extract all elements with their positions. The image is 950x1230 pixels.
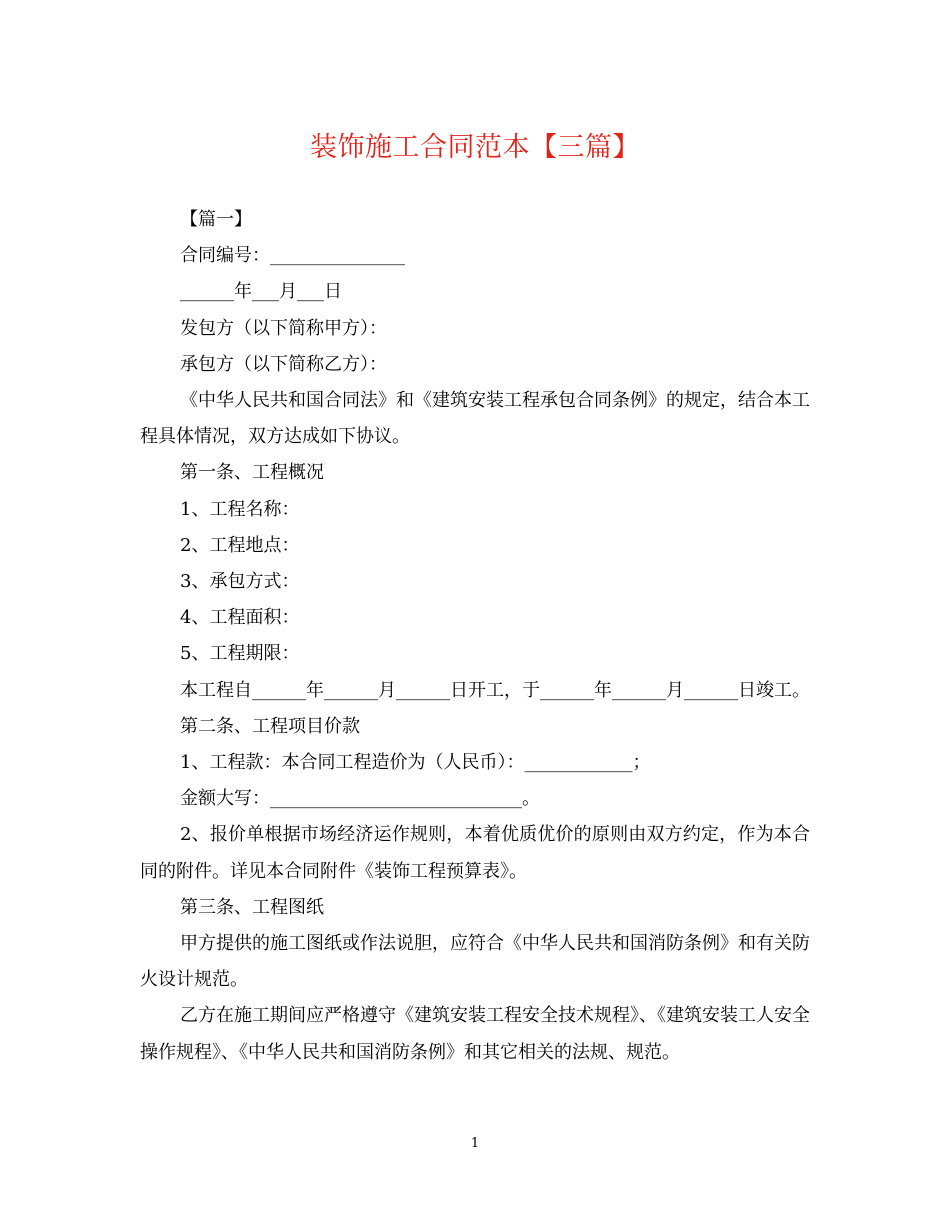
schedule-paragraph: 本工程自______年______月______日开工，于______年______月______日竣工。 (180, 679, 810, 701)
safety-paragraph: 乙方在施工期间应严格遵守《建筑安装工程安全技术规程》、《建筑安装工人安全操作规程》、《中华人民共和国消防条例》和其它相关的法规、规范。 (140, 1005, 810, 1063)
project-location-line: 2、工程地点： (180, 534, 300, 556)
preamble-paragraph: 《中华人民共和国合同法》和《建筑安装工程承包合同条例》的规定，结合本工程具体情况，双方达成如下协议。 (140, 390, 810, 448)
party-a-line: 发包方（以下简称甲方）： (180, 317, 387, 339)
document-title: 装饰施工合同范本【三篇】 (310, 132, 640, 163)
document-body (140, 202, 810, 1071)
page-number: 1 (470, 1136, 480, 1151)
project-area-line: 4、工程面积： (180, 607, 300, 629)
amount-in-words-line: 金额大写：____________________________。 (180, 788, 540, 810)
article-2-heading: 第二条、工程项目价款 (180, 715, 360, 737)
article-1-heading: 第一条、工程概况 (180, 462, 324, 484)
drawings-paragraph: 甲方提供的施工图纸或作法说胆，应符合《中华人民共和国消防条例》和有关防火设计规范。 (140, 933, 810, 991)
project-term-line: 5、工程期限： (180, 643, 300, 665)
section-heading: 【篇一】 (180, 209, 252, 230)
contract-number-line: 合同编号：_______________ (180, 245, 405, 267)
quotation-paragraph: 2、报价单根据市场经济运作规则，本着优质优价的原则由双方约定，作为本合同的附件。详见本合同附件《装饰工程预算表》。 (140, 824, 810, 882)
contract-method-line: 3、承包方式： (180, 571, 300, 593)
project-price-line: 1、工程款：本合同工程造价为（人民币）：____________； (180, 752, 651, 774)
date-line: ______年___月___日 (180, 281, 342, 303)
party-b-line: 承包方（以下简称乙方）： (180, 353, 387, 375)
article-3-heading: 第三条、工程图纸 (180, 896, 324, 918)
project-name-line: 1、工程名称： (180, 498, 300, 520)
